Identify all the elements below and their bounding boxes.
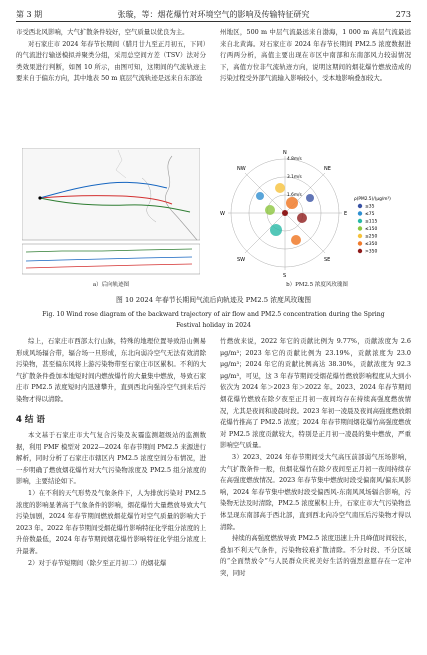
paragraph: 1）在不利的天气形势及气象条件下，人为排放污染对 PM2.5 浓度的影响显著高于气象条件的影响，烟花爆竹大量燃放导致大气污染加剧，2024 年春节期间燃放烟花爆竹对空气质量的影响大于 2023 年。2022 年春节期间受烟花爆竹影响特征化学组分浓度的上升倍数最低，2024 年春节期间烟花爆竹影响特征化学组分浓度上升最著。 bbox=[16, 488, 206, 555]
legend-swatch bbox=[358, 211, 362, 215]
trajectory-map-svg bbox=[22, 148, 200, 278]
legend-label: ≤250 bbox=[365, 234, 378, 240]
legend-swatch bbox=[358, 249, 362, 253]
paragraph: 本文基于石家庄市大气复合污染及灰霾监测超级站的监测数据，利用 PMF 模型对 2022—2024 年春节期间 PM2.5 来源进行解析，同时分析了石家庄市辖区内 PM2.5 浓度空间分布情况，进一步明确了燃放烟花爆竹对大气污染物浓度及 PM2.5 组分浓度的影响，主要结论如下。 bbox=[16, 431, 206, 486]
dir-sw: SW bbox=[237, 257, 246, 263]
legend-swatch bbox=[358, 241, 362, 245]
issue-label: 第 3 期 bbox=[16, 10, 43, 19]
legend-label: >350 bbox=[365, 249, 378, 255]
paragraph: 3）2023、2024 年春节期间受大气高压前部弱气压场影响，大气扩散条件一般，但烟花爆竹在除夕夜间至正月初一夜间持续存在高强度燃放情况。2023 年春节集中燃放时段受偏南风/偏东风影响，2024 年春节集中燃放时段受偏西风-东南风风场辐合影响，污染物无法及时清除，PM2.5 浓度累积上升，石家庄市大气污染物总体呈现东南部高于西北部，直到西北向冷空气南压后污染物才得以清除。 bbox=[220, 452, 411, 531]
legend-swatch bbox=[358, 204, 362, 208]
wind-rose-svg bbox=[210, 148, 410, 278]
dir-e: E bbox=[344, 211, 348, 217]
figure-caption-en: Fig. 10 Wind rose diagram of the backward trajectory of air flow and PM2.5 concentration during the Spring Festival holiday in 2024 bbox=[42, 311, 385, 329]
legend-label: ≤350 bbox=[365, 242, 378, 248]
ring-label: 1.6m/s bbox=[287, 193, 302, 198]
ring-label: 4.8m/s bbox=[287, 157, 302, 162]
dir-n: N bbox=[283, 150, 287, 156]
dir-se: SE bbox=[324, 257, 331, 263]
dir-s: S bbox=[283, 273, 287, 278]
paragraph: 州地区，500 m 中层气流最远来自渤海，1 000 m 高层气流最远来自北黄海。对石家庄市 2024 年春节长期间 PM2.5 浓度数据进行两两分析，高值主要出现在市区中南部和东南部风力较弱情况下，高值方位非气流轨迹方向，说明这期间的烟花爆竹燃放造成的污染过程受外部气流输入影响较小，受本地影响叠加较大。 bbox=[220, 28, 411, 83]
bottom-left-column bbox=[16, 430, 206, 569]
legend-label: ≤75 bbox=[365, 212, 375, 218]
legend-swatch bbox=[358, 234, 362, 238]
paragraph: 持续的高强度燃放导致 PM2.5 浓度迅速上升且峰值时间较长，叠加不利天气条件，污染物较难扩散清除。不分时段、不分区域的“全面禁放令”与人民群众庆祝美好生活的强烈意愿存在一定冲突，同时 bbox=[220, 534, 411, 577]
ring-label: 3.1m/s bbox=[287, 175, 302, 180]
top-right-column bbox=[220, 27, 411, 85]
mid-left-column bbox=[16, 336, 206, 406]
figure-caption-cn: 图 10 2024 年春节长期间气流后向轨迹及 PM2.5 浓度风玫瑰图 bbox=[115, 296, 312, 304]
wind-rose bbox=[210, 148, 410, 278]
dir-w: W bbox=[220, 211, 225, 217]
map-subcaption: a）后向轨迹图 bbox=[92, 282, 130, 288]
dir-ne: NE bbox=[324, 166, 331, 172]
legend-label: ≤150 bbox=[365, 227, 378, 233]
section-title: 4 结 语 bbox=[16, 415, 45, 425]
dir-nw: NW bbox=[237, 166, 246, 172]
running-title: 张璇，等：烟花爆竹对环境空气的影响及传输特征研究 bbox=[117, 10, 310, 19]
top-left-column bbox=[16, 27, 206, 85]
paragraph: 竹燃放来说，2022 年它的贡献比例为 9.77%，贡献浓度为 2.6 μg/m³；2023 年它的贡献比例为 23.19%，贡献浓度为 23.0 μg/m³；2024 年它的贡献比例高达 38.30%，贡献浓度为 92.3 μg/m³，可见，这 3 年春节期间受烟花爆竹燃放影响程度从大到小依次为 2024 年＞2023 年＞2022 年。2023、2024 年春节期间烟花爆竹燃放在除夕夜至正月初一夜间均存在持续高强度燃放情况，尤其是夜间和凌晨时段。2023 年初一凌晨及夜间高强度燃放烟花爆竹推高了 PM2.5 浓度；2024 年春节期间烟花爆竹高强度燃放对 PM2.5 浓度贡献较大，特别是正月初一凌晨的集中燃放，严重影响空气质量。 bbox=[220, 337, 411, 450]
trajectory-map bbox=[22, 148, 200, 278]
rose-legend bbox=[358, 204, 378, 255]
paragraph: 市受西北风影响，大气扩散条件较好，空气质量以优良为主。 bbox=[16, 28, 189, 36]
legend-title: ρ(PM2.5)/(μg/m³) bbox=[354, 197, 391, 202]
page-number: 273 bbox=[395, 10, 411, 19]
running-header bbox=[16, 8, 411, 22]
paragraph: 综上，石家庄市西部太行山脉，特殊的地理位置导致沿山侧易形成风场辐合带，辐合场一旦形成，东北向弱冷空气无法有效清除污染物，甚至偏东风将上游污染物带至石家庄市区累积。不利的大气扩散条件叠加本地短时间内燃放爆竹的大量集中燃放，导致石家庄市 PM2.5 浓度短时内迅速攀升，直到西北向强冷空气到来后污染物才得以清除。 bbox=[16, 337, 206, 403]
paragraph: 2）对于春节短期间（除夕至正月初二）的烟花爆 bbox=[28, 558, 167, 567]
paragraph: 对石家庄市 2024 年春节长期间（腊月廿九至正月初五，下同）的气流进行输送模拟并聚类分组，采用总空间方差（TSV）法对分类效果进行判断，如图 10 所示，由图可知，这期间的气流轨迹主要来自于偏东方向，其中地表 50 m 底层气流轨迹是远来自东部沧 bbox=[16, 39, 206, 83]
legend-swatch bbox=[358, 219, 362, 223]
rose-subcaption: b）PM2.5 浓度风玫瑰图 bbox=[286, 282, 348, 288]
bottom-right-column bbox=[220, 336, 411, 579]
legend-label: ≤115 bbox=[365, 219, 378, 225]
legend-swatch bbox=[358, 226, 362, 230]
legend-label: ≤35 bbox=[365, 204, 375, 210]
